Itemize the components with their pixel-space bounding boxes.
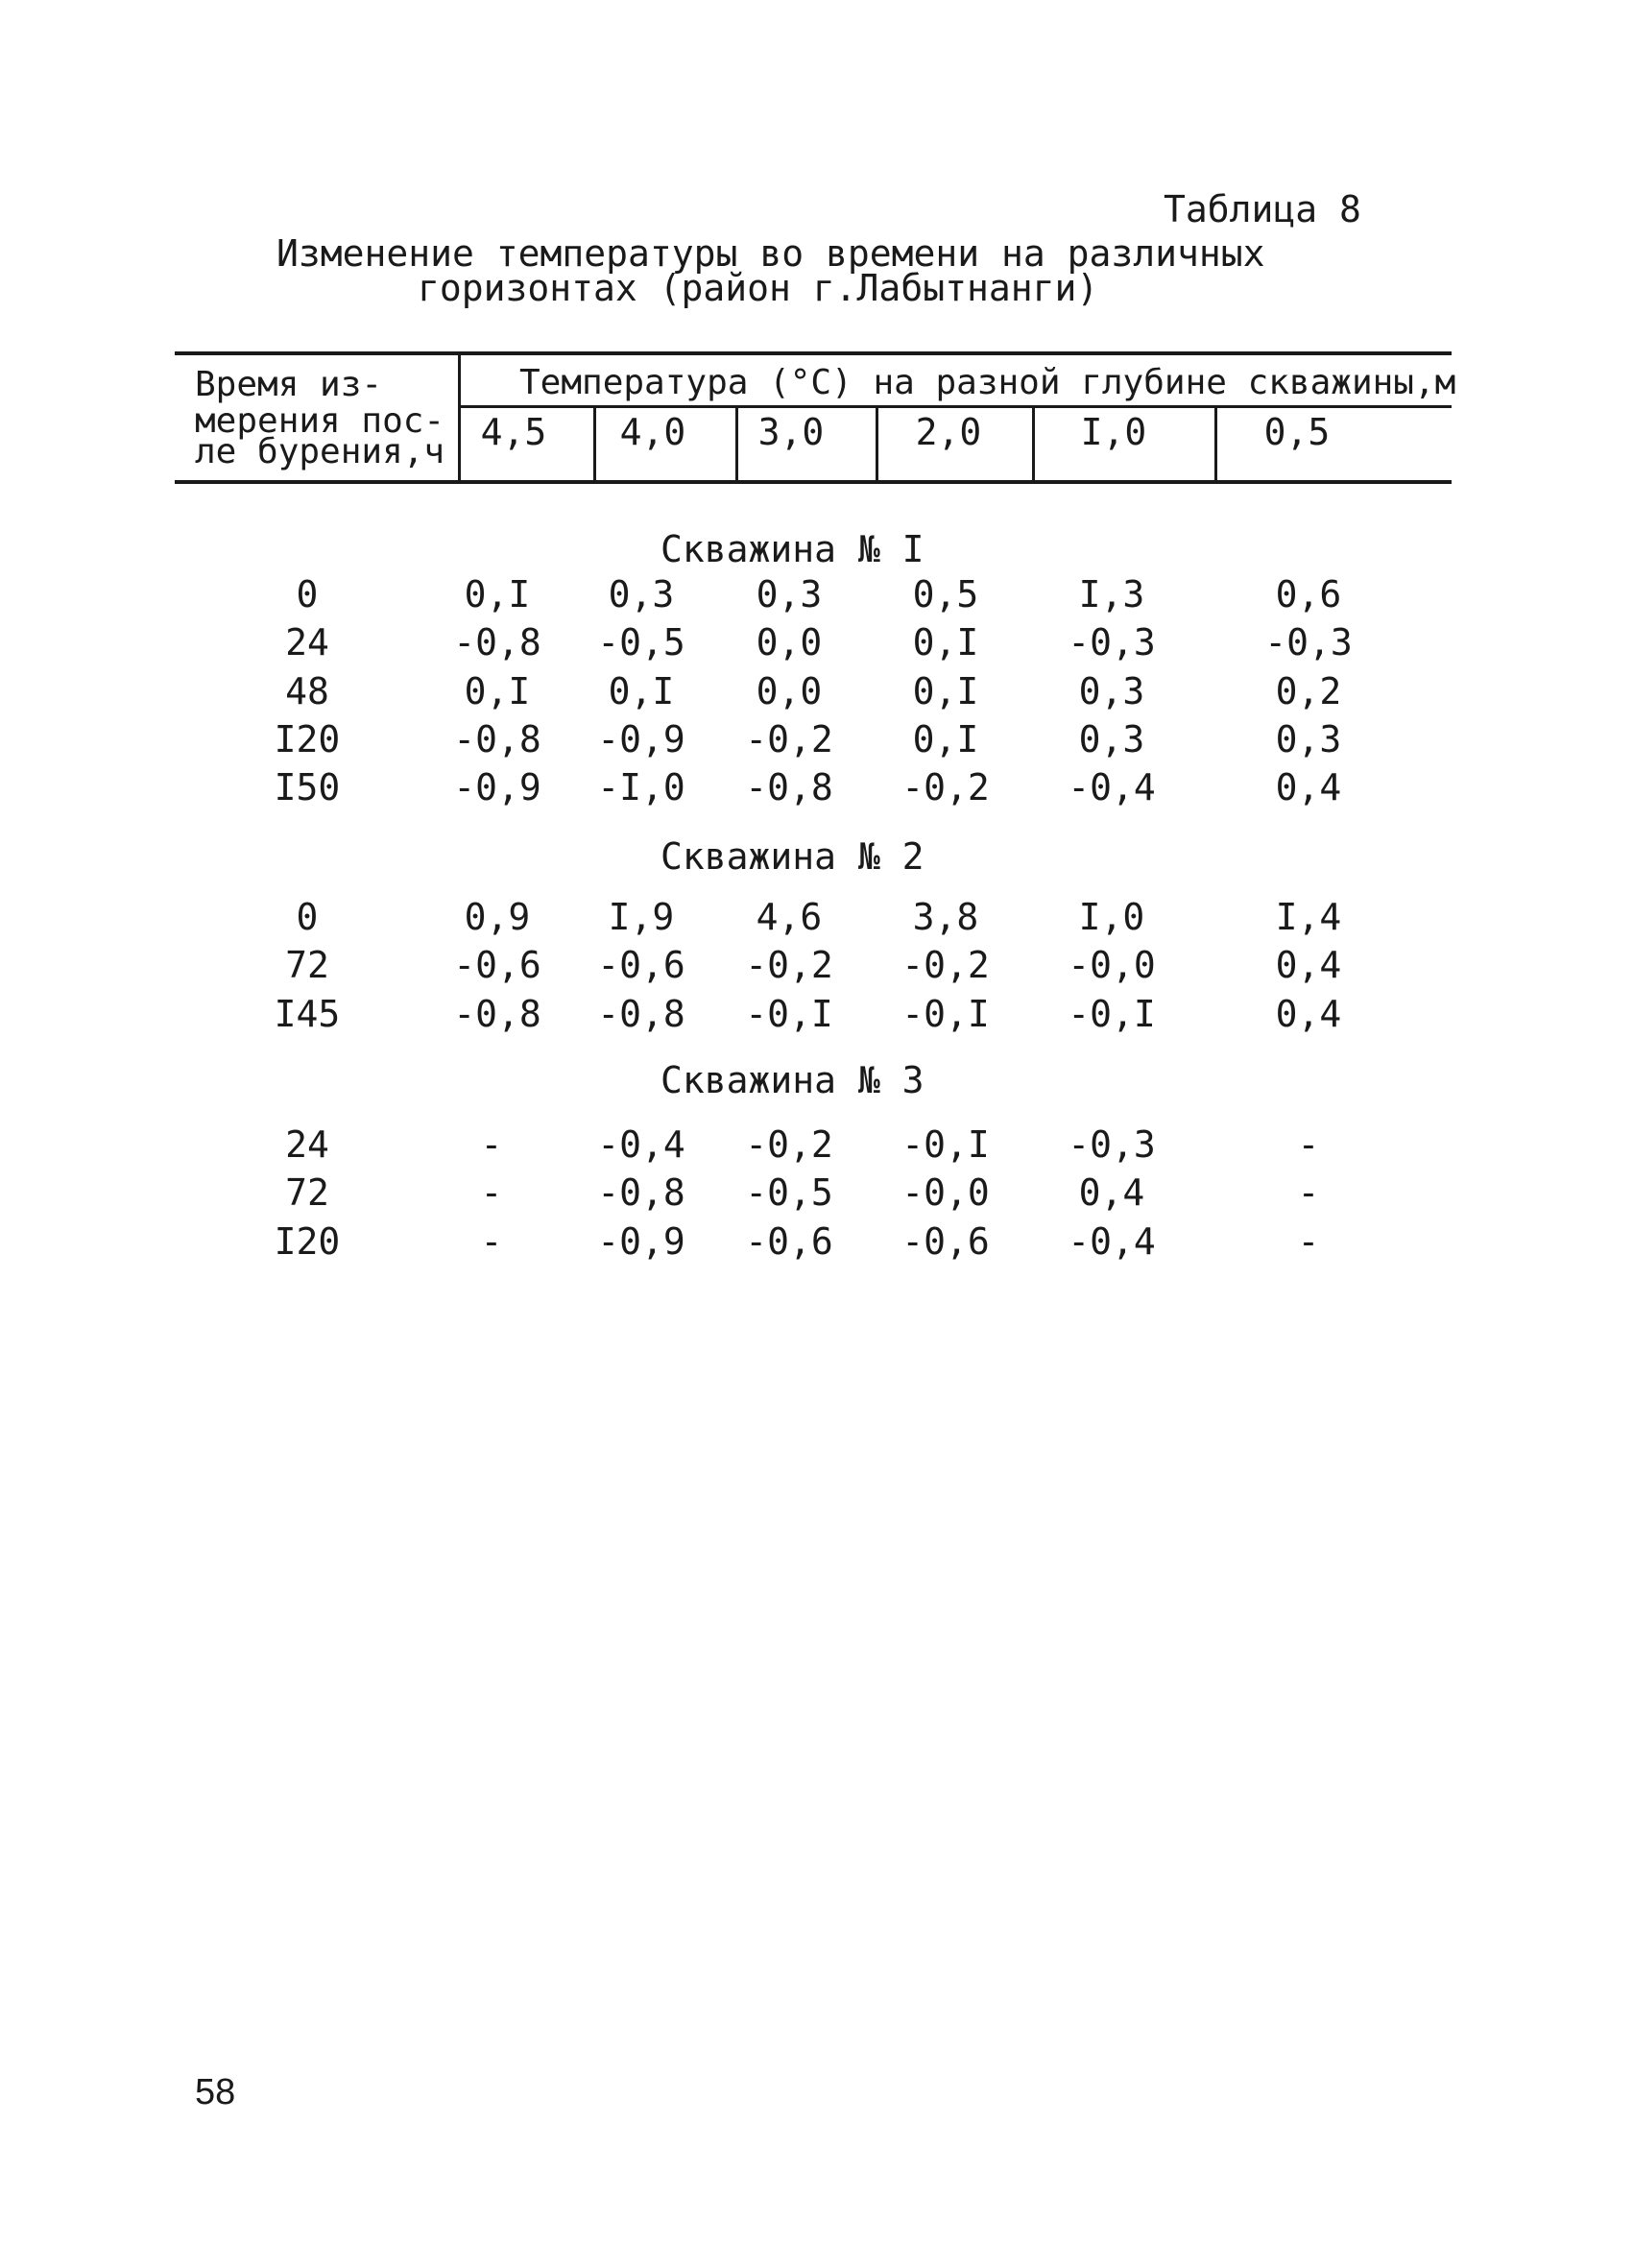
well-1-row-5-val-1: -0,9 xyxy=(453,766,541,808)
well-2-row-3-val-1: -0,8 xyxy=(453,993,541,1035)
well-1-row-2-time: 24 xyxy=(285,621,329,664)
well-3-row-1-val-1: - xyxy=(480,1123,503,1166)
well-1-row-2-val-3: 0,0 xyxy=(756,621,823,664)
well-3-row-2-val-4: -0,0 xyxy=(901,1171,990,1214)
header-bottom-rule xyxy=(175,480,1452,484)
well-1-row-2-val-2: -0,5 xyxy=(597,621,685,664)
depth-header-4-0: 4,0 xyxy=(619,411,686,453)
depth-header-rule xyxy=(459,405,1452,408)
well-1-row-3-val-1: 0,I xyxy=(464,670,531,712)
table-caption-line-2: горизонтах (район г.Лабытнанги) xyxy=(418,267,1099,309)
well-2-row-1-val-6: I,4 xyxy=(1275,896,1342,938)
well-3-row-1-val-3: -0,2 xyxy=(745,1123,833,1166)
well-1-row-3-val-3: 0,0 xyxy=(756,670,823,712)
well-2-row-3-val-4: -0,I xyxy=(901,993,990,1035)
well-3-row-2-val-5: 0,4 xyxy=(1078,1171,1145,1214)
well-1-row-1-val-1: 0,I xyxy=(464,573,531,615)
well-3-row-3-val-2: -0,9 xyxy=(597,1220,685,1263)
well-2-row-2-val-5: -0,0 xyxy=(1068,944,1156,986)
well-3-row-3-val-6: - xyxy=(1297,1220,1320,1263)
well-2-row-2-time: 72 xyxy=(285,944,329,986)
header-divider-5 xyxy=(1032,405,1035,480)
well-3-row-3-val-4: -0,6 xyxy=(901,1220,990,1263)
well-1-row-1-val-2: 0,3 xyxy=(608,573,675,615)
group-header: Температура (°С) на разной глубине скважины,м xyxy=(519,363,1456,402)
depth-header-4-5: 4,5 xyxy=(480,411,547,453)
well-1-row-1-val-6: 0,6 xyxy=(1275,573,1342,615)
well-3-row-1-val-2: -0,4 xyxy=(597,1123,685,1166)
well-1-row-3-val-5: 0,3 xyxy=(1078,670,1145,712)
well-2-row-1-val-1: 0,9 xyxy=(464,896,531,938)
header-divider-6 xyxy=(1214,405,1217,480)
well-3-row-2-val-6: - xyxy=(1297,1171,1320,1214)
well-1-row-4-val-4: 0,I xyxy=(912,718,979,760)
well-1-row-5-val-6: 0,4 xyxy=(1275,766,1342,808)
well-1-row-1-time: 0 xyxy=(296,573,319,615)
depth-header-0-5: 0,5 xyxy=(1263,411,1331,453)
table-caption-line-1: Изменение температуры во времени на различных xyxy=(276,232,1265,275)
well-1-row-5-val-2: -I,0 xyxy=(597,766,685,808)
well-1-row-1-val-5: I,3 xyxy=(1078,573,1145,615)
row-header-line-2: мерения пос- xyxy=(195,401,445,441)
well-1-row-4-time: I20 xyxy=(274,718,341,760)
well-1-row-5-val-4: -0,2 xyxy=(901,766,990,808)
well-1-row-2-val-6: -0,3 xyxy=(1264,621,1353,664)
well-2-row-2-val-2: -0,6 xyxy=(597,944,685,986)
well-3-row-1-val-6: - xyxy=(1297,1123,1320,1166)
table-label: Таблица 8 xyxy=(1164,188,1361,230)
well-1-row-2-val-5: -0,3 xyxy=(1068,621,1156,664)
well-2-row-2-val-6: 0,4 xyxy=(1275,944,1342,986)
well-2-row-1-val-2: I,9 xyxy=(608,896,675,938)
well-3-row-2-val-2: -0,8 xyxy=(597,1171,685,1214)
depth-header-2-0: 2,0 xyxy=(915,411,982,453)
well-1-row-3-val-4: 0,I xyxy=(912,670,979,712)
well-1-row-5-val-3: -0,8 xyxy=(745,766,833,808)
depth-header-1-0: I,0 xyxy=(1080,411,1147,453)
table-top-rule xyxy=(175,351,1452,355)
well-1-row-4-val-5: 0,3 xyxy=(1078,718,1145,760)
page-number: 58 xyxy=(195,2072,236,2112)
well-2-row-3-val-2: -0,8 xyxy=(597,993,685,1035)
well-1-row-1-val-3: 0,3 xyxy=(756,573,823,615)
well-1-row-4-val-1: -0,8 xyxy=(453,718,541,760)
well-2-row-2-val-3: -0,2 xyxy=(745,944,833,986)
well-3-row-3-val-5: -0,4 xyxy=(1068,1220,1156,1263)
well-3-row-1-time: 24 xyxy=(285,1123,329,1166)
well-2-row-1-val-4: 3,8 xyxy=(912,896,979,938)
well-1-row-2-val-1: -0,8 xyxy=(453,621,541,664)
depth-header-3-0: 3,0 xyxy=(757,411,825,453)
well-2-row-3-time: I45 xyxy=(274,993,341,1035)
well-1-row-2-val-4: 0,I xyxy=(912,621,979,664)
well-1-title: Скважина № I xyxy=(660,528,925,570)
well-2-row-1-time: 0 xyxy=(296,896,319,938)
well-3-row-3-time: I20 xyxy=(274,1220,341,1263)
header-divider-4 xyxy=(876,405,878,480)
well-1-row-1-val-4: 0,5 xyxy=(912,573,979,615)
well-1-row-3-val-2: 0,I xyxy=(608,670,675,712)
well-3-title: Скважина № 3 xyxy=(660,1059,925,1101)
well-3-row-2-val-1: - xyxy=(480,1171,503,1214)
well-1-row-4-val-2: -0,9 xyxy=(597,718,685,760)
well-3-row-2-time: 72 xyxy=(285,1171,329,1214)
well-2-row-1-val-3: 4,6 xyxy=(756,896,823,938)
row-header-line-1: Время из- xyxy=(195,365,383,404)
well-1-row-4-val-6: 0,3 xyxy=(1275,718,1342,760)
well-2-row-3-val-5: -0,I xyxy=(1068,993,1156,1035)
well-1-row-3-val-6: 0,2 xyxy=(1275,670,1342,712)
well-2-row-2-val-4: -0,2 xyxy=(901,944,990,986)
well-2-row-3-val-6: 0,4 xyxy=(1275,993,1342,1035)
well-3-row-2-val-3: -0,5 xyxy=(745,1171,833,1214)
row-header-line-3: ле бурения,ч xyxy=(195,432,445,471)
well-2-title: Скважина № 2 xyxy=(660,835,925,878)
well-1-row-5-val-5: -0,4 xyxy=(1068,766,1156,808)
well-2-row-1-val-5: I,0 xyxy=(1078,896,1145,938)
well-1-row-4-val-3: -0,2 xyxy=(745,718,833,760)
well-3-row-1-val-5: -0,3 xyxy=(1068,1123,1156,1166)
well-3-row-3-val-1: - xyxy=(480,1220,503,1263)
well-3-row-1-val-4: -0,I xyxy=(901,1123,990,1166)
well-3-row-3-val-3: -0,6 xyxy=(745,1220,833,1263)
well-2-row-2-val-1: -0,6 xyxy=(453,944,541,986)
well-2-row-3-val-3: -0,I xyxy=(745,993,833,1035)
well-1-row-5-time: I50 xyxy=(274,766,341,808)
well-1-row-3-time: 48 xyxy=(285,670,329,712)
